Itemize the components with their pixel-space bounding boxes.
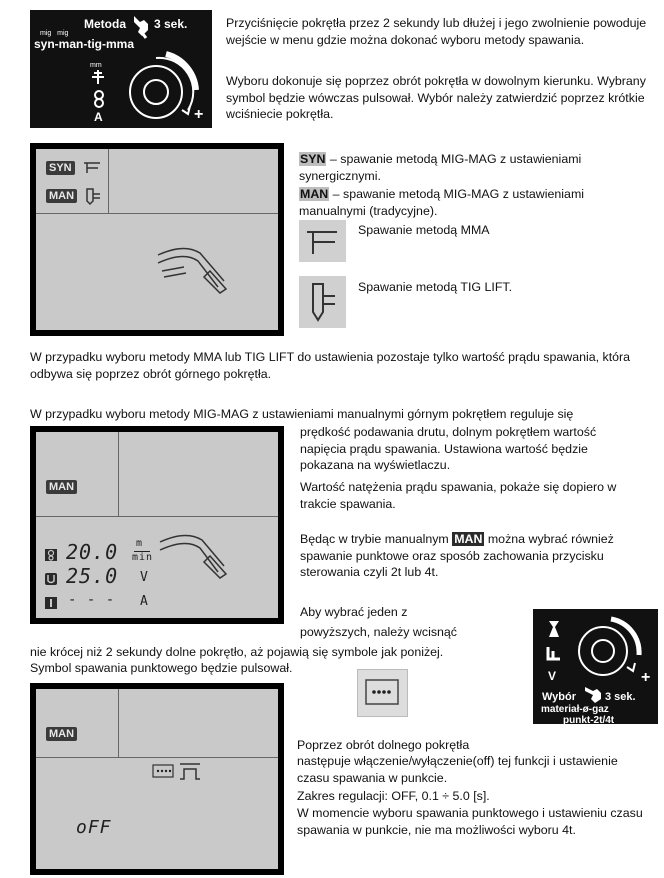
current-value: - - - [68,592,116,608]
wire-feed-icon [90,70,106,89]
method-panel-methods: syn-man-tig-mma [34,37,135,51]
man-description: – spawanie metodą MIG-MAG z ustawieniami manualnymi (tradycyjne). [299,187,585,218]
method-select-paragraph: Wyboru dokonuje się poprzez obrót pokrętła w dowolnym kierunku. Wybrany symbol będzie wówczas pulsował. Wybór należy zatwierdzić poprzez krótkie wciśniecie pokrętła. [226,74,646,121]
selection-panel-line3: punkt-2t/4t [563,715,615,726]
current-indicator-icon [44,596,58,615]
method-panel-small-labels: mig mig [40,30,69,37]
selection-panel-title: Wybór [542,691,577,703]
mma-symbol-box [299,220,346,262]
lcd-method-screen [30,143,284,336]
lcd-man-tag: MAN [46,480,77,494]
lcd-divider-horizontal [36,516,278,517]
man-definition [299,186,639,219]
current-unit: A [140,594,149,609]
lcd-syn-tag: SYN [46,161,75,175]
tig-icon [84,187,102,210]
voltage-icon [44,572,58,591]
speed-unit-m: m [136,538,144,549]
method-panel-mm-label: mm [90,62,102,69]
mma-icon [82,161,102,180]
man-term: MAN [300,187,329,201]
manual-mode-term: MAN [454,532,483,546]
voltage-unit: V [140,570,149,585]
method-panel-a-label: A [94,110,103,124]
method-panel-plus: + [194,106,204,123]
spot-line-2: następuje włączenie/wyłączenie(off) tej funkcji i ustawienie czasu spawania w punkcie. [297,754,618,785]
manual-mode-paragraph [300,531,650,581]
select-line-3: nie krócej niż 2 sekundy dolne pokrętło, aż pojawią się symbole jak poniżej. [30,645,444,659]
wire-speed-icon [44,548,58,567]
lcd-divider-horizontal [36,757,278,758]
spot-line-1: Poprzez obrót dolnego pokrętła [297,738,470,752]
lcd-divider-vertical [118,432,119,516]
tig-symbol-icon [299,276,346,328]
spot-time-value: oFF [76,817,112,838]
syn-term: SYN [300,152,326,166]
lcd-manual-screen [30,426,284,624]
spot-symbol-box [357,669,408,717]
method-panel-time: 3 sek. [154,17,188,31]
manual-description: prędkość podawania drutu, dolnym pokrętłem wartość napięcia prądu spawania. Ustawiona wartość będzie pokazana na wyświetlaczu. [300,425,597,472]
selection-panel-image [533,609,658,724]
lcd-spot-screen [30,683,284,875]
select-line-4: Symbol spawania punktowego będzie pulsował. [30,661,293,675]
method-panel-image [30,10,212,128]
selection-panel-line2: materiał-ø-gaz [541,704,609,715]
method-panel-title: Metoda [84,17,126,31]
select-line-1: Aby wybrać jeden z [300,605,408,619]
selection-panel-plus: + [641,669,651,686]
lcd-man-tag: MAN [46,189,77,203]
wire-speed-value: 20.0 [66,540,119,564]
spot-line-4: W momencie wyboru spawania punktowego i ustawieniu czasu spawania w punkcie, nie ma możliwości wyboru 4t. [297,806,643,837]
lcd-divider-vertical [118,689,119,757]
spot-line-3: Zakres regulacji: OFF, 0.1 ÷ 5.0 [s]. [297,789,490,803]
spot-weld-icon [358,670,407,716]
tig-label: Spawanie metodą TIG LIFT. [358,280,513,294]
mig-torch-icon [154,241,234,302]
syn-description: – spawanie metodą MIG-MAG z ustawieniami synergicznymi. [299,152,582,183]
speed-unit-min: min [132,552,154,563]
trigger-mode-icon [178,761,202,786]
lcd-divider-vertical [108,149,109,214]
lcd-divider-horizontal [36,213,278,214]
mig-torch-icon [158,528,234,585]
gas-icon [545,645,563,666]
select-line-2: powyższych, należy wcisnąć [300,625,458,639]
method-menu-paragraph: Przyciśnięcie pokrętła przez 2 sekundy lub dłużej i jego zwolnienie powoduje wejście w menu gdzie można dokonać wyboru metody spawania. [226,16,647,47]
selection-panel-v: V [548,669,557,683]
lcd-man-tag: MAN [46,727,77,741]
selection-panel-time: 3 sek. [605,691,636,703]
tig-symbol-box [299,276,346,328]
manual-mode-pre: Będąc w trybie manualnym [300,532,453,546]
mma-label: Spawanie metodą MMA [358,223,490,237]
manual-mode-post: można wybrać również spawanie punktowe oraz sposób zachowania przycisku sterowania czyli 2t lub 4t. [300,532,614,579]
manual-intro-line: W przypadku wyboru metody MIG-MAG z ustawieniami manualnymi górnym pokrętłem reguluje się [30,407,574,421]
spot-weld-small-icon [152,763,176,784]
material-icon [545,619,563,644]
voltage-value: 25.0 [66,564,119,588]
mma-tig-paragraph: W przypadku wyboru metody MMA lub TIG LIFT do ustawienia pozostaje tylko wartość prądu spawania, która odbywa się poprzez obrót górnego pokrętła. [30,350,631,381]
mma-symbol-icon [299,220,346,262]
current-description: Wartość natężenia prądu spawania, pokaże się dopiero w trakcie spawania. [300,480,617,511]
syn-definition [299,151,639,184]
